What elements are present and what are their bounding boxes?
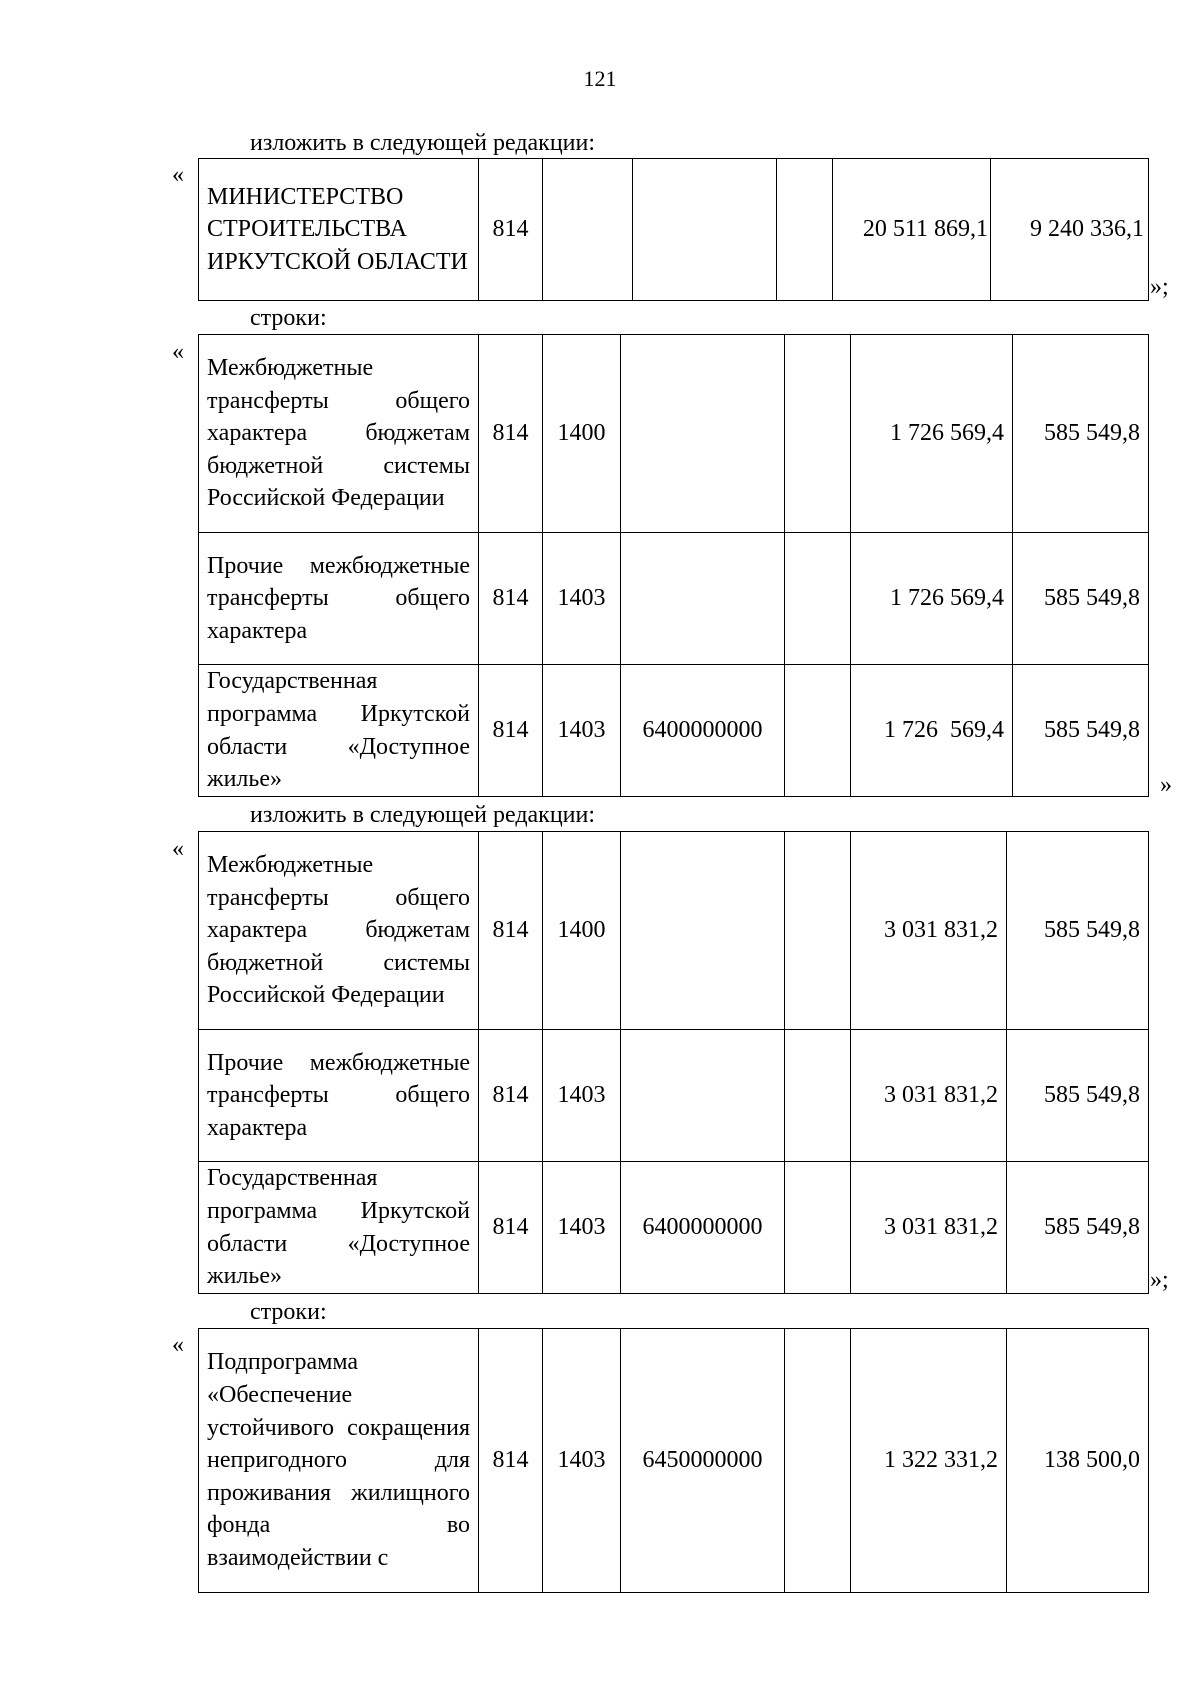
table-row	[199, 1162, 1149, 1294]
cell-type	[785, 533, 851, 665]
cell-value-1: 1 726 569,4	[851, 533, 1013, 665]
row-name: Прочие межбюджетные трансферты общего характера	[199, 1030, 479, 1162]
cell-section: 1400	[543, 832, 621, 1030]
open-quote: «	[172, 836, 184, 862]
cell-target: 6400000000	[621, 1162, 785, 1294]
cell-section: 1403	[543, 1030, 621, 1162]
open-quote: «	[172, 339, 184, 365]
cell-value-1: 1 726 569,4	[851, 335, 1013, 533]
row-name: Прочие межбюджетные трансферты общего характера	[199, 533, 479, 665]
cell-value-2: 585 549,8	[1013, 335, 1149, 533]
cell-value-2: 585 549,8	[1007, 1030, 1149, 1162]
cell-code: 814	[479, 832, 543, 1030]
row-name: МИНИСТЕРСТВО СТРОИТЕЛЬСТВА ИРКУТСКОЙ ОБЛАСТИ	[199, 159, 479, 301]
cell-target	[621, 832, 785, 1030]
cell-code: 814	[479, 159, 543, 301]
cell-code: 814	[479, 665, 543, 797]
table-block-4	[198, 1328, 1149, 1593]
open-quote: «	[172, 162, 184, 188]
cell-section: 1400	[543, 335, 621, 533]
page-number: 121	[583, 66, 617, 91]
row-name: Межбюджетные трансферты общего характера бюджетам бюджетной системы Российской Федерации	[199, 832, 479, 1030]
block-intro: изложить в следующей редакции:	[250, 802, 596, 828]
open-quote: «	[172, 1332, 184, 1358]
table-row	[199, 1329, 1149, 1593]
close-quote: »;	[1150, 1267, 1169, 1293]
table-row	[199, 665, 1149, 797]
cell-type	[785, 1030, 851, 1162]
cell-type	[785, 1162, 851, 1294]
cell-target	[621, 1030, 785, 1162]
table-block-1	[198, 158, 1149, 301]
row-name: Государственная программа Иркутской области «Доступное жилье»	[199, 1162, 479, 1294]
close-quote: »	[1160, 772, 1172, 798]
table-block-2	[198, 334, 1149, 797]
cell-code: 814	[479, 1162, 543, 1294]
cell-section: 1403	[543, 1162, 621, 1294]
cell-code: 814	[479, 1329, 543, 1593]
cell-type	[777, 159, 833, 301]
cell-target: 6400000000	[621, 665, 785, 797]
cell-value-2: 585 549,8	[1013, 533, 1149, 665]
cell-value-1: 3 031 831,2	[851, 832, 1007, 1030]
block-intro: строки:	[250, 1299, 327, 1325]
cell-type	[785, 832, 851, 1030]
cell-value-2: 138 500,0	[1007, 1329, 1149, 1593]
table-block-3	[198, 831, 1149, 1294]
cell-target	[621, 335, 785, 533]
cell-type	[785, 665, 851, 797]
cell-section: 1403	[543, 1329, 621, 1593]
cell-value-1: 1 322 331,2	[851, 1329, 1007, 1593]
row-name: Межбюджетные трансферты общего характера бюджетам бюджетной системы Российской Федерации	[199, 335, 479, 533]
cell-value-1: 3 031 831,2	[851, 1030, 1007, 1162]
block-intro: изложить в следующей редакции:	[250, 130, 596, 156]
row-name: Подпрограмма «Обеспечение устойчивого сокращения непригодного для проживания жилищного фонда во взаимодействии с	[199, 1329, 479, 1593]
table-row	[199, 533, 1149, 665]
cell-value-2: 9 240 336,1	[991, 159, 1149, 301]
cell-code: 814	[479, 335, 543, 533]
table-row	[199, 159, 1149, 301]
cell-value-2: 585 549,8	[1007, 832, 1149, 1030]
cell-target: 6450000000	[621, 1329, 785, 1593]
table-row	[199, 1030, 1149, 1162]
cell-target	[633, 159, 777, 301]
cell-value-1: 3 031 831,2	[851, 1162, 1007, 1294]
cell-value-2: 585 549,8	[1013, 665, 1149, 797]
cell-value-1: 1 726 569,4	[851, 665, 1013, 797]
row-name: Государственная программа Иркутской области «Доступное жилье»	[199, 665, 479, 797]
cell-section: 1403	[543, 533, 621, 665]
table-row	[199, 832, 1149, 1030]
cell-section: 1403	[543, 665, 621, 797]
close-quote: »;	[1150, 274, 1169, 300]
cell-code: 814	[479, 1030, 543, 1162]
block-intro: строки:	[250, 305, 327, 331]
cell-type	[785, 1329, 851, 1593]
table-row	[199, 335, 1149, 533]
cell-target	[621, 533, 785, 665]
cell-code: 814	[479, 533, 543, 665]
cell-type	[785, 335, 851, 533]
cell-section	[543, 159, 633, 301]
cell-value-1: 20 511 869,1	[833, 159, 991, 301]
cell-value-2: 585 549,8	[1007, 1162, 1149, 1294]
